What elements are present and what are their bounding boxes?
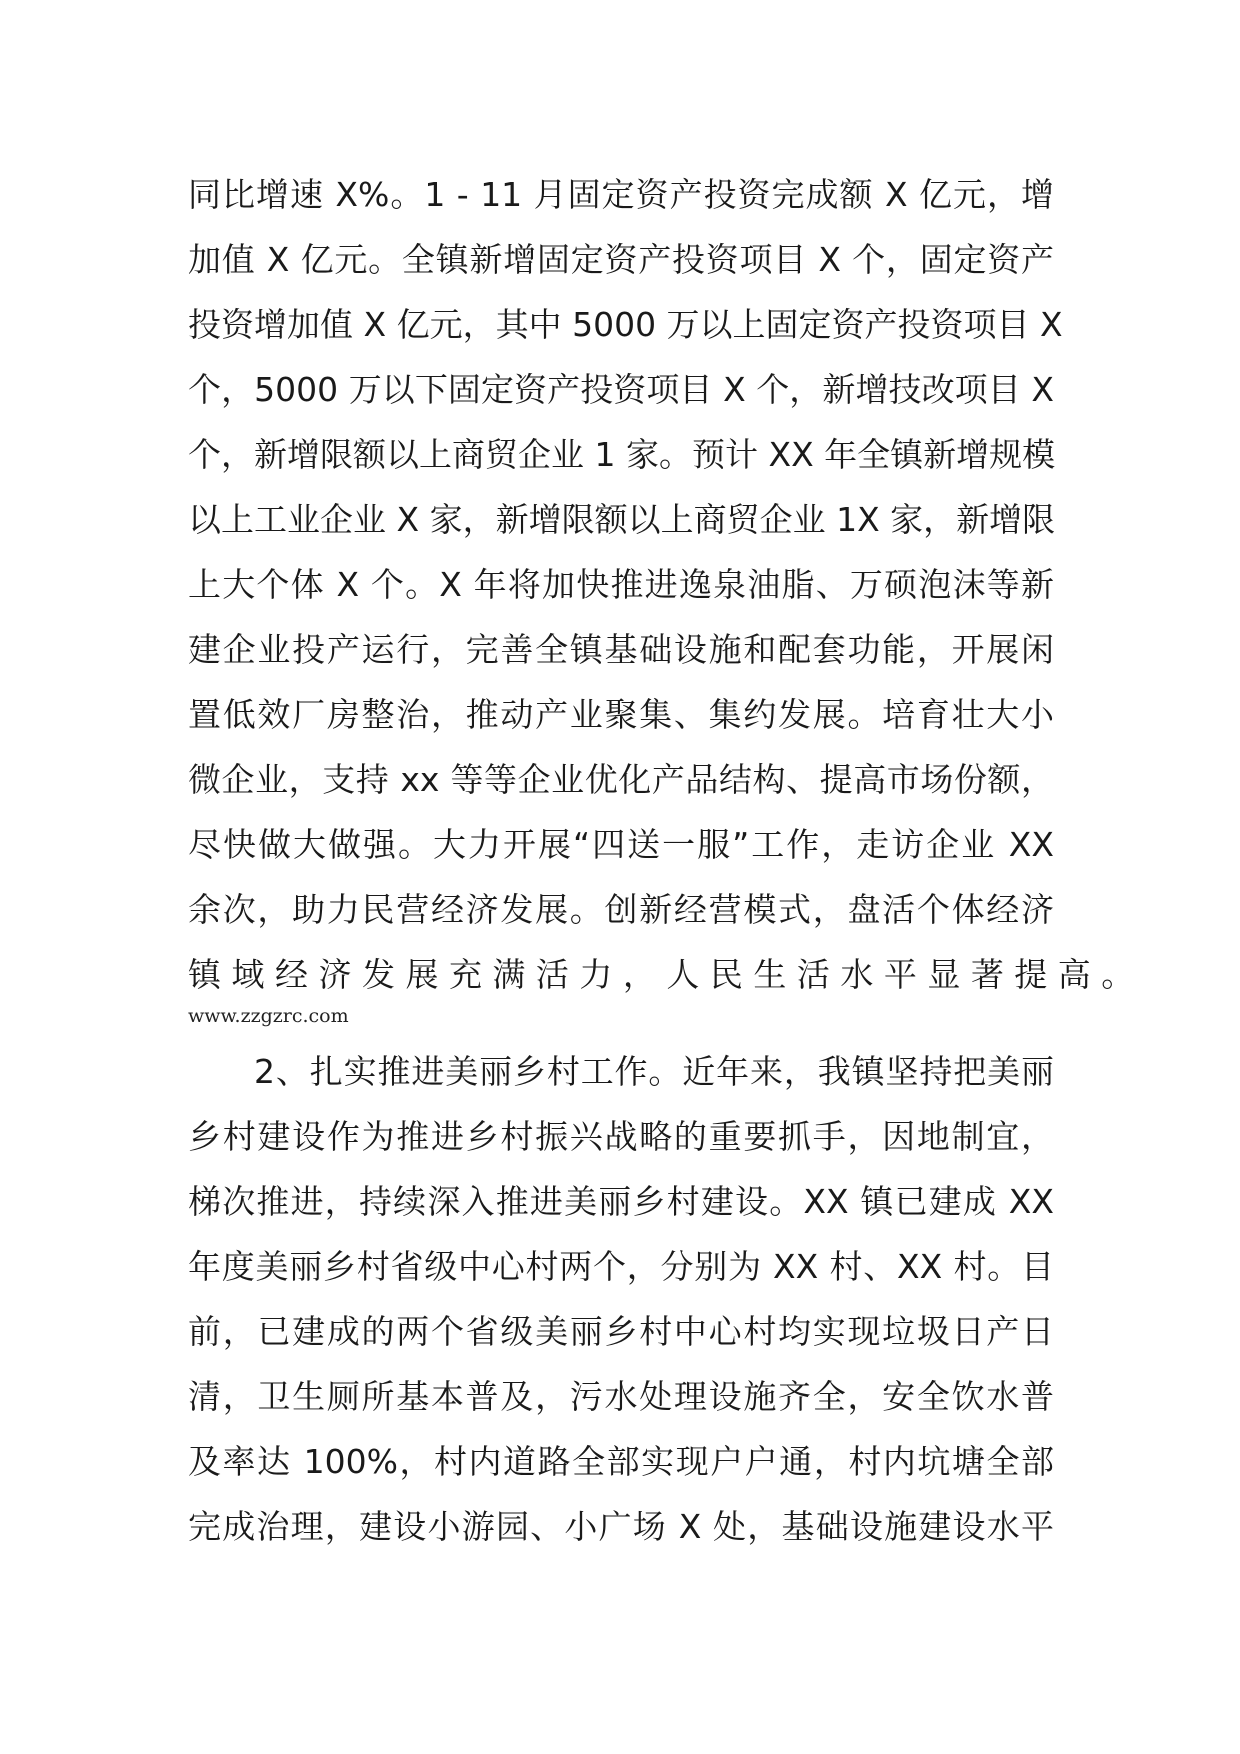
text-line: 同比增速 X%。1 - 11 月固定资产投资完成额 X 亿元，增 (188, 175, 1054, 214)
document-body (188, 162, 1135, 1559)
text-line: 微企业，支持 xx 等等企业优化产品结构、提高市场份额， (188, 760, 1054, 799)
text-line: 建企业投产运行，完善全镇基础设施和配套功能，开展闲 (188, 630, 1054, 669)
text-line: 个，5000 万以下固定资产投资项目 X 个，新增技改项目 X (188, 370, 1054, 409)
text-line: 投资增加值 X 亿元，其中 5000 万以上固定资产投资项目 X (188, 305, 1063, 344)
text-line: 及率达 100%，村内道路全部实现户户通，村内坑塘全部 (188, 1442, 1054, 1481)
text-line: 余次，助力民营经济发展。创新经营模式，盘活个体经济 (188, 890, 1054, 929)
text-line: 上大个体 X 个。X 年将加快推进逸泉油脂、万硕泡沫等新 (188, 565, 1054, 604)
text-line: 2、扎实推进美丽乡村工作。近年来，我镇坚持把美丽 (254, 1052, 1054, 1091)
watermark-url: www.zzgzrc.com (188, 1005, 349, 1027)
text-line: 乡村建设作为推进乡村振兴战略的重要抓手，因地制宜， (188, 1117, 1054, 1156)
paragraph-beautiful-village (188, 1039, 1054, 1559)
text-line: 前，已建成的两个省级美丽乡村中心村均实现垃圾日产日 (188, 1312, 1054, 1351)
text-line: 完成治理，建设小游园、小广场 X 处，基础设施建设水平 (188, 1507, 1054, 1546)
text-line: 梯次推进，持续深入推进美丽乡村建设。XX 镇已建成 XX (188, 1182, 1054, 1221)
paragraph-economy (188, 162, 1135, 1007)
text-line: 个，新增限额以上商贸企业 1 家。预计 XX 年全镇新增规模 (188, 435, 1056, 474)
text-line: 加值 X 亿元。全镇新增固定资产投资项目 X 个，固定资产 (188, 240, 1054, 279)
text-line: 清，卫生厕所基本普及，污水处理设施齐全，安全饮水普 (188, 1377, 1054, 1416)
text-line: 以上工业企业 X 家，新增限额以上商贸企业 1X 家，新增限 (188, 500, 1056, 539)
text-line: 尽快做大做强。大力开展“四送一服”工作，走访企业 XX (188, 825, 1054, 864)
text-line: 镇 域 经 济 发 展 充 满 活 力 ， 人 民 生 活 水 平 显 著 提 高 。 (188, 955, 1135, 994)
text-line: 年度美丽乡村省级中心村两个，分别为 XX 村、XX 村。目 (188, 1247, 1054, 1286)
text-line: 置低效厂房整治，推动产业聚集、集约发展。培育壮大小 (188, 695, 1054, 734)
